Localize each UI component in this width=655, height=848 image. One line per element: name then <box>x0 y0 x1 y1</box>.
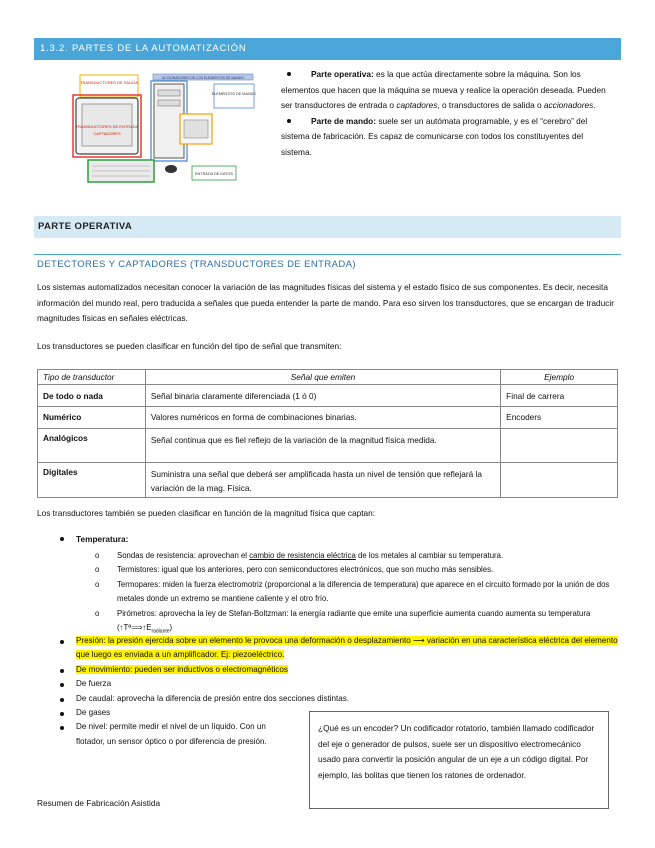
figure-label-mando-text: ELEMENTOS DE MANDO <box>211 92 256 96</box>
bullet-dot <box>287 119 291 123</box>
table-cell: Suministra una señal que deberá ser amplificada hasta un nivel de tensión que reflejará la variación de la mag. Física. <box>145 463 500 498</box>
fuerza-text: De fuerza <box>76 679 112 689</box>
encoder-question: ¿Qué es un encoder? <box>318 723 399 733</box>
bullet-dot <box>60 712 64 716</box>
table-header: Tipo de transductor <box>38 370 146 385</box>
list-item-nivel <box>60 720 281 749</box>
table-header: Ejemplo <box>501 370 618 385</box>
pirometros-e: E <box>146 623 152 633</box>
paragraph-3: Los transductores también se pueden clasificar en función de la magnitud física que captan: <box>37 508 376 518</box>
bullet-dot <box>60 726 64 730</box>
sub-bullet: o <box>95 579 100 589</box>
list-temperatura <box>60 532 128 548</box>
figure-tag-entrada: TRANSDUCTORES DE ENTRADA <box>75 124 139 129</box>
table-cell: Encoders <box>501 407 618 429</box>
mouse-shape <box>165 165 177 173</box>
bullet-dot <box>60 683 64 687</box>
list-item-termistores <box>95 563 615 577</box>
sondas-underline: cambio de resistencia eléctrica <box>249 551 356 560</box>
arrow-right-icon: ⟶ <box>410 636 425 645</box>
list-item-termopares <box>95 578 615 607</box>
table-cell: Digitales <box>38 463 146 498</box>
table-row <box>38 463 618 498</box>
pirometros-sub: radiante <box>151 628 170 635</box>
table-cell: De todo o nada <box>38 385 146 407</box>
table-cell: Señal continua que es fiel reflejo de la variación de la magnitud física medida. <box>145 429 500 463</box>
pirometros-end: ) <box>169 623 173 633</box>
automation-figure <box>58 70 256 190</box>
figure-tag-captadores: CAPTADORES <box>93 131 121 136</box>
bullet-dot <box>60 669 64 673</box>
intro-mando <box>281 114 614 161</box>
bullet-dot <box>287 72 291 76</box>
operativa-em2: accionadores <box>543 100 594 110</box>
arrow-right-icon: ⟹ <box>131 623 143 633</box>
table-cell <box>501 463 618 498</box>
table-cell: Valores numéricos en forma de combinaciones binarias. <box>145 407 500 429</box>
bullet-dot <box>60 698 64 702</box>
list-item-fuerza <box>60 677 620 691</box>
temperatura-label: Temperatura: <box>76 534 129 544</box>
encoder-info-box <box>309 711 609 809</box>
table-cell: Final de carrera <box>501 385 618 407</box>
table-cell: Numérico <box>38 407 146 429</box>
paragraph-2: Los transductores se pueden clasificar en función del tipo de señal que transmiten: <box>37 341 342 351</box>
termopares-text: Termopares: miden la fuerza electromotriz (proporcional a la diferencia de temperatura) que aparece en el circuito formado por la unión de dos metales donde un extremo se mantiene caliente y el otro frío. <box>117 579 610 604</box>
intro-operativa <box>281 67 614 114</box>
transducer-table <box>37 369 618 498</box>
sub-bullet: o <box>95 565 100 575</box>
subsection-rule <box>34 254 621 255</box>
sondas-text-b: de los metales al cambiar su temperatura. <box>355 551 504 560</box>
sondas-text-a: Sondas de resistencia: aprovechan el <box>117 551 250 560</box>
table-cell: Señal binaria claramente diferenciada (1 ó 0) <box>145 385 500 407</box>
arrow-up-icon: ↑ <box>119 623 124 633</box>
encoder-answer: Un codificador rotatorio, también llamado codificador del eje o generador de pulsos, suele ser un dispositivo electromecánico usado para convertir la posición angular de un eje a un código digital. Por ejemplo, las bolitas que tienen los ratones de ordenador. <box>318 723 595 780</box>
presion-text-b: variación en una característica eléctrica del elemento que luego es enviada a un amplificador. Ej: piezoeléctrico. <box>76 636 618 660</box>
sub-bullet: o <box>95 551 100 560</box>
bullet-dot <box>60 640 64 644</box>
caudal-text: De caudal: aprovecha la diferencia de presión entre dos secciones distintas. <box>76 693 350 703</box>
temperature-sublist <box>95 549 615 639</box>
table-row <box>38 385 618 407</box>
gases-text: De gases <box>76 708 111 718</box>
presion-text: Presión: la presión ejercida sobre un elemento le provoca una deformación o desplazamiento <box>76 636 411 645</box>
table-row <box>38 429 618 463</box>
mando-title: Parte de mando: <box>311 115 377 126</box>
table-cell: Analógicos <box>38 429 146 463</box>
operativa-mid: , o transductores de salida o <box>437 100 544 110</box>
pirometros-t: Tª <box>123 623 132 633</box>
arrow-up-icon: ↑ <box>142 623 147 633</box>
nivel-text: De nivel: permite medir el nivel de un líquido. Con un flotador, un sensor óptico o por diferencia de presión. <box>76 722 267 746</box>
list-item-movimiento <box>60 663 620 677</box>
operativa-end: . <box>593 100 596 110</box>
operativa-text: es la que actúa directamente sobre la máquina. Son los elementos que hacen que la máquina se mueva y realice la operación deseada. Pueden ser transductores de entrada o <box>281 69 606 110</box>
section-band <box>34 216 621 238</box>
operativa-title: Parte operativa: <box>311 69 374 79</box>
table-header-row <box>38 370 618 385</box>
figure-label-entrada-text: ENTRADA DE DATOS <box>194 172 234 176</box>
list-item-sondas <box>95 549 615 563</box>
list-item-presion <box>60 634 620 663</box>
subsection-title: DETECTORES Y CAPTADORES (TRANSDUCTORES DE ENTRADA) <box>37 259 356 270</box>
movimiento-text: De movimiento: pueden ser inductivos o electromagnéticos <box>76 664 288 674</box>
pirometros-text: Pirómetros: aprovecha la ley de Stefan-Boltzman: la energía radiante que emite una superficie aumenta cuando aumenta su temperatura ( <box>117 608 591 633</box>
table-cell <box>501 429 618 463</box>
figure-label-mando <box>211 84 256 108</box>
figure-label-salida-text: TRANSDUCTORES DE SALIDA <box>80 80 138 85</box>
termistores-text: Termistores: igual que los anteriores, pero con semiconductores electrónicos, que son mucho más sensibles. <box>117 565 494 575</box>
sub-bullet: o <box>95 608 100 618</box>
figure-label-accionadores-text: ACCIONADORES DE LOS ELEMENTOS DE MANDO <box>162 76 244 80</box>
section-header-title: 1.3.2. PARTES DE LA AUTOMATIZACIÓN <box>40 43 247 54</box>
operativa-em1: captadores <box>396 100 438 110</box>
table-header: Señal que emiten <box>145 370 500 385</box>
section-title: PARTE OPERATIVA <box>38 221 133 232</box>
table-row <box>38 407 618 429</box>
list-item-caudal <box>60 692 620 706</box>
paragraph-1: Los sistemas automatizados necesitan conocer la variación de las magnitudes físicas del sistema y el estado físico de sus componentes. Es decir, necesita información del mundo real, pero traducida a señales que pueda entender la parte de mando. Para eso sirven los transductores, que se encargan de traducir magnitudes físicas en señales eléctricas. <box>37 282 614 323</box>
section-header-band <box>34 38 621 60</box>
figure-label-salida <box>80 75 138 97</box>
page-footer: Resumen de Fabricación Asistida <box>37 798 161 808</box>
mando-text: suele ser un autómata programable, y es el “cerebro” del sistema de fabricación. Es capaz de comunicarse con todos los constituyentes del sistema. <box>281 115 588 157</box>
intro-text <box>281 67 614 160</box>
bullet-dot <box>60 537 64 541</box>
